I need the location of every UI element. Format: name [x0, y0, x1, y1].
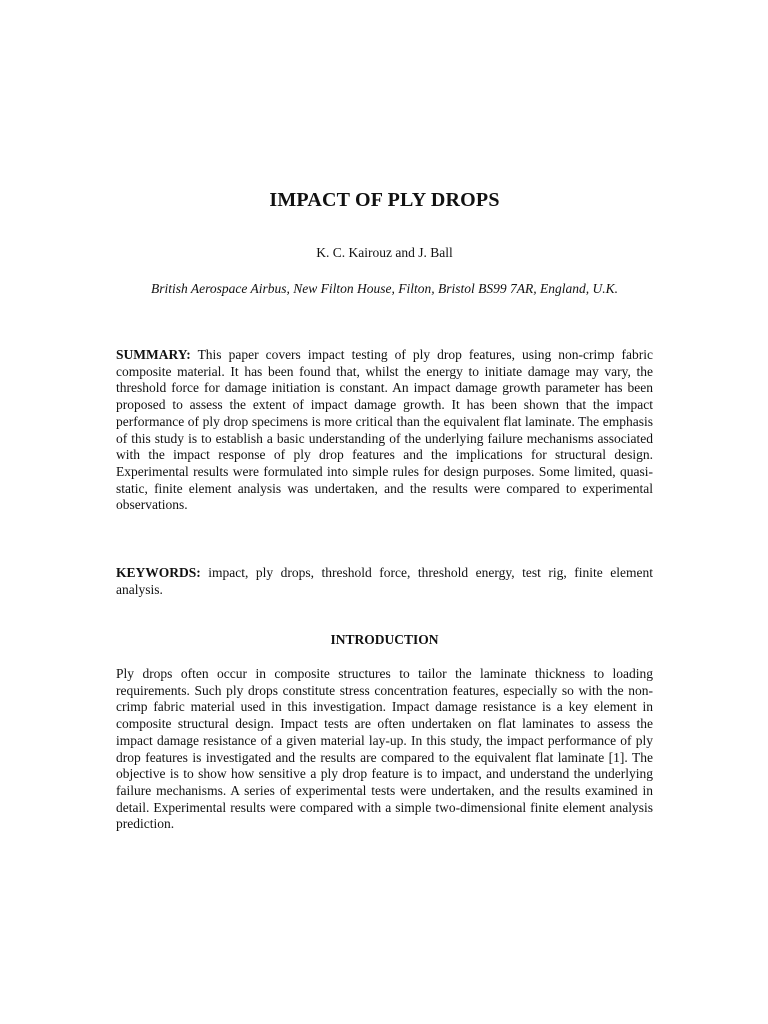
- author-line: K. C. Kairouz and J. Ball: [316, 245, 453, 260]
- keywords-paragraph: [116, 565, 653, 598]
- introduction-paragraph: Ply drops often occur in composite structures to tailor the laminate thickness to loading requirements. Such ply drops constitute stress concentration features, especially so with the non-crimp fabric material used in this investigation. Impact damage resistance is a key element in composite structural design. Impact tests are often undertaken on flat laminates to assess the impact damage resistance of a given material lay-up. In this study, the impact performance of ply drop features is investigated and the results are compared to the equivalent flat laminate [1]. The objective is to show how sensitive a ply drop feature is to impact, and understand the underlying failure mechanisms. A series of experimental tests were undertaken, and the results examined in detail. Experimental results were compared with a simple two-dimensional finite element analysis prediction.: [116, 666, 653, 832]
- affiliation: British Aerospace Airbus, New Filton House, Filton, Bristol BS99 7AR, England, U.K.: [151, 281, 618, 296]
- summary-label: SUMMARY:: [116, 347, 191, 362]
- keywords-label: KEYWORDS:: [116, 565, 201, 580]
- keywords-text: impact, ply drops, threshold force, threshold energy, test rig, finite element analysis.: [116, 565, 653, 597]
- summary-text: This paper covers impact testing of ply drop features, using non-crimp fabric composite material. It has been found that, whilst the energy to initiate damage may vary, the threshold force for damage initiation is constant. An impact damage growth parameter has been proposed to assess the extent of impact damage growth. It has been shown that the impact performance of ply drop specimens is more critical than the equivalent flat laminate. The emphasis of this study is to establish a basic understanding of the underlying failure mechanisms associated with the impact response of ply drop features and the implications for structural design. Experimental results were formulated into simple rules for design purposes. Some limited, quasi-static, finite element analysis was undertaken, and the results were compared to experimental observations.: [116, 347, 653, 513]
- summary-paragraph: [116, 347, 653, 514]
- introduction-heading: INTRODUCTION: [330, 632, 439, 647]
- paper-title: IMPACT OF PLY DROPS: [269, 189, 500, 211]
